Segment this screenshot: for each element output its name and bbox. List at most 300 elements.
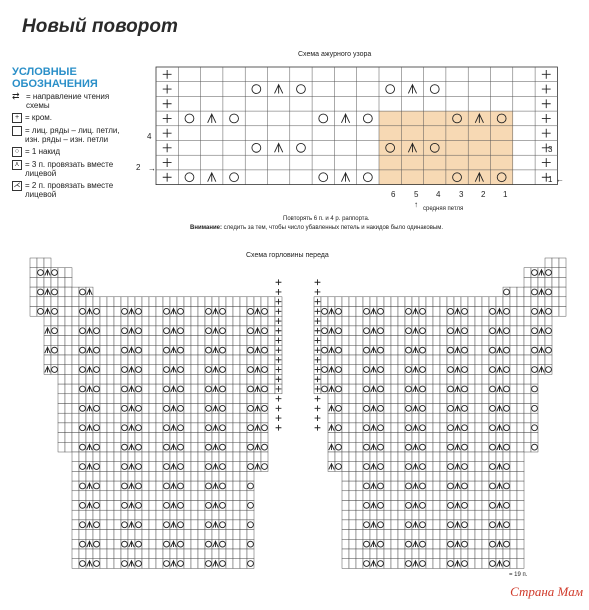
neck-right-cell [363,539,370,549]
neck-left-cell [114,530,121,540]
neck-left-cell [149,413,156,423]
neck-left-cell [219,423,226,433]
neck-right-cell [468,452,475,462]
neck-left-cell [163,326,170,336]
middle-stitch-arrow-icon: ↑ [414,200,418,209]
neck-left-cell [142,384,149,394]
neck-left-cell [121,384,128,394]
neck-left-cell [198,442,205,452]
neck-left-cell [177,374,184,384]
neck-left-cell [226,336,233,346]
neck-left-cell [128,549,135,559]
neck-right-cell [440,394,447,404]
neck-left-cell [142,501,149,511]
neck-right-cell [419,462,426,472]
neck-left-cell [142,297,149,307]
neck-right-cell [384,307,391,317]
neck-left-cell [170,471,177,481]
neck-left-cell [163,394,170,404]
neck-right-cell [391,510,398,520]
neck-right-cell [356,394,363,404]
neck-left-cell [240,481,247,491]
neck-right-cell [391,549,398,559]
neck-left-cell [184,384,191,394]
neck-right-cell [377,316,384,326]
neck-left-cell [226,510,233,520]
neck-left-cell [149,442,156,452]
neck-right-cell [370,297,377,307]
neck-left-cell [163,433,170,443]
yarnover-symbol [252,85,261,94]
neck-right-cell [489,297,496,307]
neck-right-cell [363,491,370,501]
neck-right-cell [321,316,328,326]
neck-right-cell [475,355,482,365]
neck-left-cell [233,374,240,384]
neck-right-cell [433,413,440,423]
neck-right-cell [426,481,433,491]
neck-right-cell [370,355,377,365]
neck-right-cell [510,316,517,326]
neck-right-cell [503,404,510,414]
neck-right-cell [496,530,503,540]
neck-right-cell [391,452,398,462]
page-title: Новый поворот [22,16,178,37]
neck-right-cell [349,491,356,501]
neck-right-cell [461,307,468,317]
neck-left-cell [191,433,198,443]
neck-left-cell [184,423,191,433]
neck-right-cell [440,336,447,346]
neck-right-cell [433,549,440,559]
neck-left-cell [198,462,205,472]
neck-right-cell [384,520,391,530]
neck-right-cell [335,297,342,307]
neck-right-cell [384,394,391,404]
neck-left-cell [142,520,149,530]
neck-right-cell [440,326,447,336]
neck-left-cell [198,471,205,481]
neck-right-cell [433,530,440,540]
neck-right-cell [440,433,447,443]
neck-left-cell [128,374,135,384]
neck-right-cell [321,374,328,384]
neck-left-cell [128,530,135,540]
neck-left-cell [51,345,58,355]
neck-left-cell [100,510,107,520]
neck-right-cell [349,559,356,569]
neck-right-cell [517,307,524,317]
neck-right-cell [559,307,566,317]
neck-left-cell [184,336,191,346]
neck-right-cell [426,491,433,501]
neck-left-cell [72,442,79,452]
neck-right-cell [461,520,468,530]
neck-left-cell [247,384,254,394]
neck-left-cell [205,442,212,452]
neck-left-cell [254,452,261,462]
neck-left-cell [191,355,198,365]
neck-left-cell [156,394,163,404]
neck-right-cell [377,433,384,443]
neck-left-cell [156,520,163,530]
neck-left-cell [163,530,170,540]
neck-left-cell [184,501,191,511]
neck-right-cell [335,355,342,365]
neck-right-cell [468,394,475,404]
neck-left-cell [219,471,226,481]
neck-left-cell [170,549,177,559]
neck-right-cell [517,413,524,423]
neck-left-cell [163,307,170,317]
neck-left-cell [114,316,121,326]
neck-left-cell [226,326,233,336]
neck-right-cell [475,462,482,472]
neck-right-cell [328,394,335,404]
neck-left-cell [219,404,226,414]
neck-left-cell [149,384,156,394]
neck-left-cell [93,481,100,491]
neck-right-cell [559,297,566,307]
double-dec-box-icon: ⋌ [13,182,21,189]
neck-left-cell [156,452,163,462]
neck-left-cell [205,394,212,404]
neck-right-cell [489,345,496,355]
neck-right-cell [468,345,475,355]
neck-right-cell [440,471,447,481]
neck-left-cell [219,539,226,549]
neck-right-cell [489,355,496,365]
neck-left-cell [163,481,170,491]
neck-right-cell [482,355,489,365]
neck-left-cell [58,287,65,297]
neck-right-cell [377,404,384,414]
neck-right-cell [475,559,482,569]
neck-left-cell [79,287,86,297]
neck-right-cell [440,462,447,472]
neck-right-cell [447,559,454,569]
neck-right-cell [447,384,454,394]
neck-right-cell [433,471,440,481]
neck-left-cell [121,520,128,530]
neck-right-cell [419,345,426,355]
neck-right-cell [370,394,377,404]
neck-left-cell [240,501,247,511]
neck-right-cell [461,374,468,384]
neck-left-cell [135,423,142,433]
neck-right-cell [482,394,489,404]
neck-left-cell [142,452,149,462]
neck-left-cell [212,491,219,501]
neck-right-cell [335,394,342,404]
neck-left-cell [107,423,114,433]
neck-left-cell [177,297,184,307]
neck-right-cell [405,384,412,394]
neck-right-cell [328,433,335,443]
neck-right-cell [321,336,328,346]
neck-left-cell [135,452,142,462]
neck-right-cell [531,384,538,394]
neck-right-cell [461,404,468,414]
neck-left-cell [205,336,212,346]
neck-right-cell [377,501,384,511]
neck-right-cell [384,297,391,307]
lace-chart-title: Схема ажурного узора [298,51,372,58]
neck-left-cell [240,404,247,414]
neck-left-cell [65,423,72,433]
neck-left-cell [93,404,100,414]
neck-right-cell [447,520,454,530]
neck-left-cell [212,355,219,365]
neck-left-cell [65,374,72,384]
neck-left-cell [128,452,135,462]
neck-left-cell [149,520,156,530]
neck-left-cell [226,491,233,501]
neck-left-cell [121,481,128,491]
neck-left-cell [240,559,247,569]
neck-right-cell [370,452,377,462]
neck-left-cell [191,491,198,501]
row-label-4: 4 [147,132,152,141]
row-label-3: 3 [548,145,553,154]
neck-right-cell [405,452,412,462]
neck-right-cell [363,510,370,520]
neck-right-cell [447,336,454,346]
neck-left-cell [37,287,44,297]
neck-right-cell [475,530,482,540]
neck-left-cell [226,452,233,462]
neck-right-cell [482,520,489,530]
neck-left-cell [233,297,240,307]
neck-right-cell [461,481,468,491]
neck-right-cell [517,452,524,462]
neck-right-cell [475,433,482,443]
neck-left-cell [170,394,177,404]
neck-left-cell [65,297,72,307]
neck-left-cell [86,316,93,326]
neck-right-cell [335,307,342,317]
neck-right-cell [440,549,447,559]
neck-left-cell [100,539,107,549]
neck-left-cell [107,471,114,481]
neck-left-cell [163,355,170,365]
neck-right-cell [391,307,398,317]
neck-right-cell [412,433,419,443]
neck-right-cell [398,404,405,414]
neck-left-cell [268,355,275,365]
neck-left-cell [191,307,198,317]
neck-right-cell [517,520,524,530]
neck-left-cell [37,277,44,287]
neck-left-cell [107,394,114,404]
neck-left-cell [79,481,86,491]
neck-left-cell [177,326,184,336]
neck-left-cell [198,501,205,511]
neck-right-cell [412,355,419,365]
neck-left-cell [226,307,233,317]
neck-right-cell [496,394,503,404]
neck-left-cell [254,297,261,307]
neck-left-cell [58,365,65,375]
neck-left-cell [247,355,254,365]
neck-left-cell [233,433,240,443]
neck-left-cell [114,520,121,530]
neck-right-cell [468,559,475,569]
neck-right-cell [545,277,552,287]
neck-right-cell [356,559,363,569]
neck-right-cell [377,345,384,355]
neck-left-cell [212,510,219,520]
neck-right-cell [510,549,517,559]
neck-left-cell [261,326,268,336]
neck-left-cell [128,491,135,501]
neck-right-cell [419,549,426,559]
neck-left-cell [100,297,107,307]
neck-right-cell [433,510,440,520]
neck-left-cell [156,501,163,511]
neck-right-cell [517,297,524,307]
neck-right-cell [517,316,524,326]
neck-left-cell [191,559,198,569]
neck-left-cell [79,471,86,481]
neck-left-cell [205,307,212,317]
neck-right-cell [531,287,538,297]
neck-right-cell [440,510,447,520]
neck-left-cell [58,345,65,355]
neck-right-cell [433,442,440,452]
neck-right-cell [475,491,482,501]
neck-right-cell [419,404,426,414]
yarnover-symbol [319,173,328,182]
neck-left-cell [261,384,268,394]
neck-right-cell [503,316,510,326]
neck-right-cell [419,481,426,491]
neck-left-cell [121,297,128,307]
neck-right-cell [349,452,356,462]
neck-left-cell [72,404,79,414]
neck-left-cell [219,394,226,404]
neck-right-cell [398,326,405,336]
neck-left-cell [177,404,184,414]
neck-right-cell [433,374,440,384]
neck-right-cell [342,336,349,346]
neck-right-cell [377,539,384,549]
neck-right-cell [356,384,363,394]
neck-right-cell [489,452,496,462]
neck-left-cell [247,316,254,326]
neck-right-cell [482,423,489,433]
neck-left-cell [142,413,149,423]
neck-right-cell [475,384,482,394]
neck-left-cell [247,539,254,549]
neck-right-cell [426,462,433,472]
neck-right-cell [384,549,391,559]
neck-left-cell [30,307,37,317]
neck-right-cell [370,549,377,559]
neck-left-cell [247,433,254,443]
neck-left-cell [51,287,58,297]
neck-left-cell [184,452,191,462]
neck-right-cell [531,316,538,326]
neck-right-cell [398,452,405,462]
neck-right-cell [524,297,531,307]
neck-right-cell [349,520,356,530]
neck-right-cell [398,549,405,559]
neck-right-cell [552,258,559,268]
neck-right-cell [510,384,517,394]
neck-right-cell [356,297,363,307]
neck-left-cell [142,326,149,336]
neck-left-cell [93,549,100,559]
neck-left-cell [240,442,247,452]
neck-right-cell [524,365,531,375]
neck-right-cell [405,491,412,501]
neck-right-cell [349,316,356,326]
neck-left-cell [107,549,114,559]
neck-left-cell [142,336,149,346]
neck-right-cell [405,374,412,384]
neck-right-cell [461,549,468,559]
neck-left-cell [79,355,86,365]
neck-right-cell [545,345,552,355]
neck-left-cell [177,510,184,520]
neck-left-cell [261,365,268,375]
neck-right-cell [377,452,384,462]
neck-right-cell [433,297,440,307]
neck-left-cell [261,336,268,346]
neck-left-cell [219,559,226,569]
neck-left-cell [233,394,240,404]
neck-right-cell [363,530,370,540]
neck-right-cell [349,501,356,511]
neck-right-cell [419,297,426,307]
edge-symbol [315,289,321,295]
neck-left-cell [128,336,135,346]
neck-left-cell [177,384,184,394]
neck-right-cell [398,559,405,569]
yarnover-symbol [297,85,306,94]
neck-right-cell [454,452,461,462]
neck-left-cell [128,355,135,365]
neck-left-cell [100,471,107,481]
neck-left-cell [240,326,247,336]
edge-symbol [542,85,551,94]
neck-left-cell [72,365,79,375]
neck-right-cell [391,413,398,423]
neck-right-cell [391,433,398,443]
neck-right-cell [405,345,412,355]
neck-left-cell [156,423,163,433]
neck-right-cell [363,423,370,433]
neck-left-cell [212,336,219,346]
neck-right-cell [405,423,412,433]
neck-left-cell [177,501,184,511]
neck-left-cell [205,297,212,307]
neck-left-cell [107,442,114,452]
neck-right-cell [468,404,475,414]
neck-left-cell [72,374,79,384]
neck-right-cell [510,452,517,462]
neck-left-cell [58,394,65,404]
neck-left-cell [177,462,184,472]
neck-right-cell [461,355,468,365]
middle-stitch-label: средняя петля [423,206,464,212]
neck-left-cell [247,452,254,462]
neck-left-cell [107,404,114,414]
neck-left-cell [240,471,247,481]
neck-left-cell [240,355,247,365]
neck-right-cell [454,491,461,501]
